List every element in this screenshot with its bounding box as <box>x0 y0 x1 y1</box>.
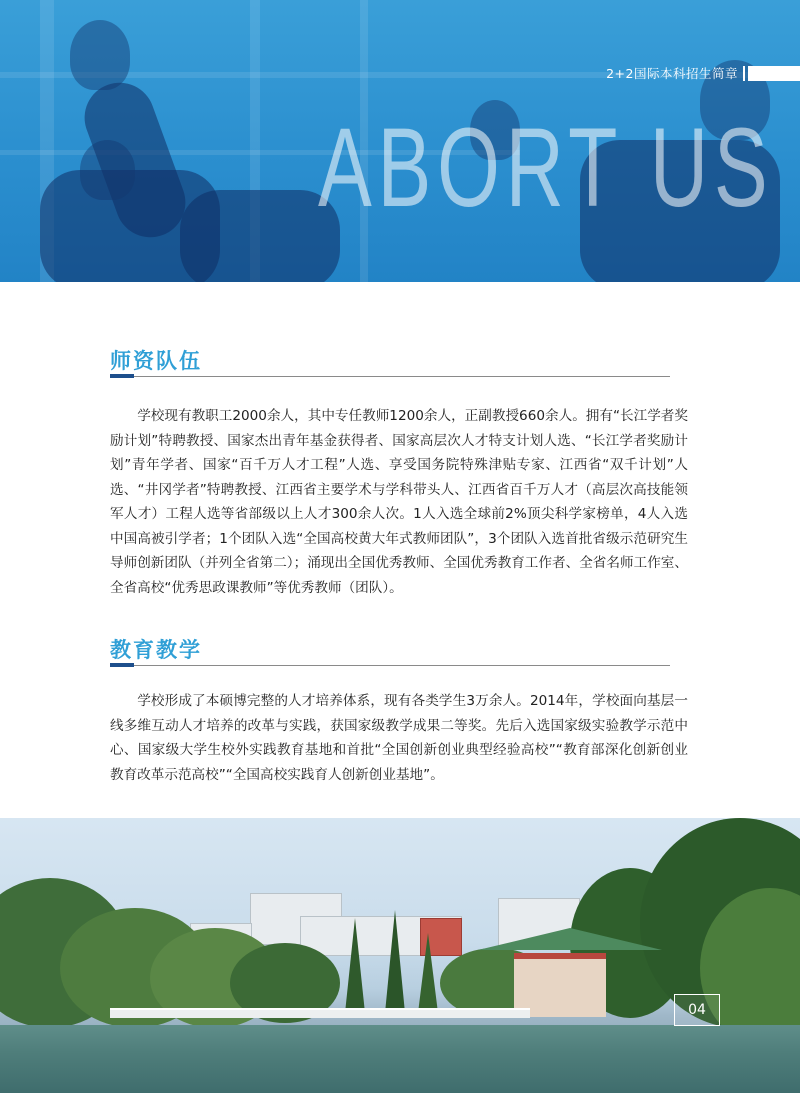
title-bar-decoration <box>748 66 800 81</box>
lake-water <box>0 1025 800 1093</box>
lakeside-railing <box>110 1008 530 1018</box>
brochure-title: 2+2国际本科招生简章 <box>606 66 738 81</box>
title-separator <box>743 66 745 81</box>
divider-accent <box>110 374 134 378</box>
campus-photo <box>0 818 800 1093</box>
divider-accent <box>110 663 134 667</box>
section-heading-teaching <box>110 634 670 668</box>
banner-title: ABORT US <box>318 105 774 230</box>
section-heading-faculty <box>110 345 670 379</box>
divider <box>110 376 670 377</box>
faculty-paragraph: 学校现有教职工2000余人，其中专任教师1200余人，正副教授660余人。拥有“长江学者奖励计划”特聘教授、国家杰出青年基金获得者、国家高层次人才特支计划人选、“长江学者奖励计划”青年学者、国家“百千万人才工程”人选、享受国务院特殊津贴专家、江西省“双千计划”人选、“井冈学者”特聘教授、江西省主要学术与学科带头人、江西省百千万人才（高层次高技能领军人才）工程人选等省部级以上人才300余人次。1人入选全球前2%顶尖科学家榜单，4人入选中国高被引学者；1个团队入选“全国高校黄大年式教师团队”，3个团队入选首批省级示范研究生导师创新团队（并列全省第二）；涌现出全国优秀教师、全国优秀教育工作者、全省名师工作室、全省高校“优秀思政课教师”等优秀教师（团队）。 <box>110 408 688 596</box>
header-banner <box>0 0 800 282</box>
divider <box>110 665 670 666</box>
page-number: 04 <box>674 994 720 1026</box>
section-title: 教育教学 <box>110 638 202 662</box>
section-title: 师资队伍 <box>110 349 202 373</box>
pavilion-roof <box>478 928 662 950</box>
teaching-paragraph: 学校形成了本硕博完整的人才培养体系，现有各类学生3万余人。2014年，学校面向基层一线多维互动人才培养的改革与实践，获国家级教学成果二等奖。先后入选国家级实验教学示范中心、国家级大学生校外实践教育基地和首批“全国创新创业典型经验高校”“教育部深化创新创业教育改革示范高校”“全国高校实践育人创新创业基地”。 <box>110 693 688 783</box>
